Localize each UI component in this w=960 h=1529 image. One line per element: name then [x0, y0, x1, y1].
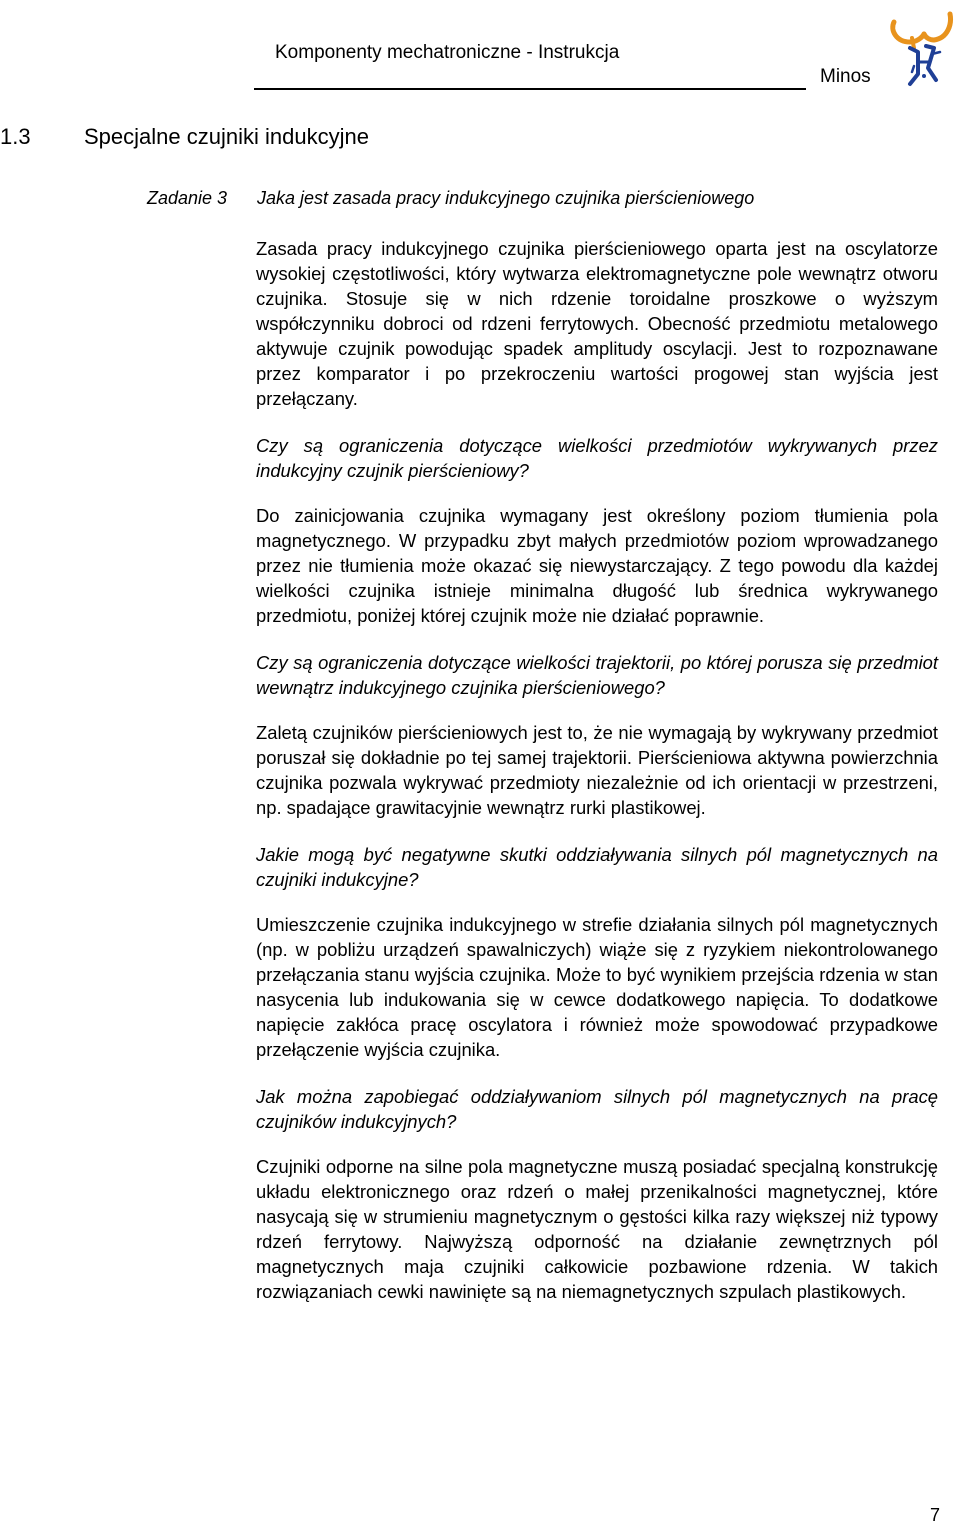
page-number: 7 [929, 1505, 940, 1525]
task-label: Zadanie 3 [147, 188, 228, 208]
question-paragraph: Czy są ograniczenia dotyczące wielkości przedmiotów wykrywanych przez indukcyjny czujnik pierścieniowy? [256, 435, 938, 481]
answer-paragraph: Zasada pracy indukcyjnego czujnika pierścieniowego oparta jest na oscylatorze wysokiej częstotliwości, który wytwarza elektromagnetyczne pole wewnątrz otworu czujnika. Stosuje się w nich rdzenie toroidalne proszkowe o wyższym współczynniku dobroci od rdzeni ferrytowych. Obecność przedmiotu metalowego aktywuje czujnik powodując spadek amplitudy oscylacji. Jest to rozpoznawane przez komparator i po przekroczeniu wartości progowej stan wyjścia jest przełączany. [256, 238, 938, 409]
header-title: Komponenty mechatroniczne - Instrukcja [275, 42, 620, 63]
answer-paragraph: Do zainicjowania czujnika wymagany jest określony poziom tłumienia pola magnetycznego. W przypadku zbyt małych przedmiotów poziom wprowadzanego przez nie tłumienia może okazać się niewystarczający. Z tego powodu dla każdej wielkości czujnika istnieje minimalna długość lub średnica wykrywanego przedmiotu, poniżej której czujnik może nie działać poprawnie. [256, 505, 938, 626]
answer-paragraph: Czujniki odporne na silne pola magnetyczne muszą posiadać specjalną konstrukcję układu elektronicznego oraz rdzeń o małej przenikalności magnetycznej, które nasycają się w strumieniu magnetycznym o gęstości kilka razy większej niż typowy rdzeń ferrytowy. Najwyższą odporność na działanie zewnętrznych pól magnetycznych maja czujniki całkowicie pozbawione rdzenia. W takich rozwiązaniach cewki nawinięte są na niemagnetycznych szpulach plastikowych. [256, 1156, 938, 1302]
task-question [147, 188, 754, 209]
header-divider [254, 88, 806, 90]
answer-paragraph: Umieszczenie czujnika indukcyjnego w strefie działania silnych pól magnetycznych (np. w pobliżu urządzeń spawalniczych) wiąże się z ryzykiem niekontrolowanego przełączania stanu wyjścia czujnika. Może to być wynikiem przejścia rdzenia w stan nasycenia lub indukowania się w cewce dodatkowego napięcia. To dodatkowe napięcie zakłóca pracę oscylatora i również może spowodować przypadkowe przełączenie wyjścia czujnika. [256, 914, 938, 1060]
section-title: Specjalne czujniki indukcyjne [84, 124, 369, 149]
section-number: 1.3 [0, 124, 31, 149]
section-heading [0, 124, 369, 150]
question-paragraph: Czy są ograniczenia dotyczące wielkości trajektorii, po której porusza się przedmiot wewnątrz indukcyjnego czujnika pierścieniowego? [256, 652, 938, 698]
task-question-text: Jaka jest zasada pracy indukcyjnego czujnika pierścieniowego [257, 188, 755, 208]
document-body [256, 236, 938, 1304]
question-paragraph: Jak można zapobiegać oddziaływaniom silnych pól magnetycznych na pracę czujników indukcyjnych? [256, 1086, 938, 1132]
question-paragraph: Jakie mogą być negatywne skutki oddziaływania silnych pól magnetycznych na czujniki indukcyjne? [256, 844, 938, 890]
header-brand: Minos [820, 66, 871, 87]
answer-paragraph: Zaletą czujników pierścieniowych jest to, że nie wymagają by wykrywany przedmiot poruszał się dokładnie po tej samej trajektorii. Pierścieniowa aktywna powierzchnia czujnika pozwala wykrywać przedmioty niezależnie od ich orientacji w przestrzeni, np. spadające grawitacyjnie wewnątrz rurki plastikowej. [256, 722, 938, 818]
minos-bull-logo-icon [888, 8, 954, 88]
